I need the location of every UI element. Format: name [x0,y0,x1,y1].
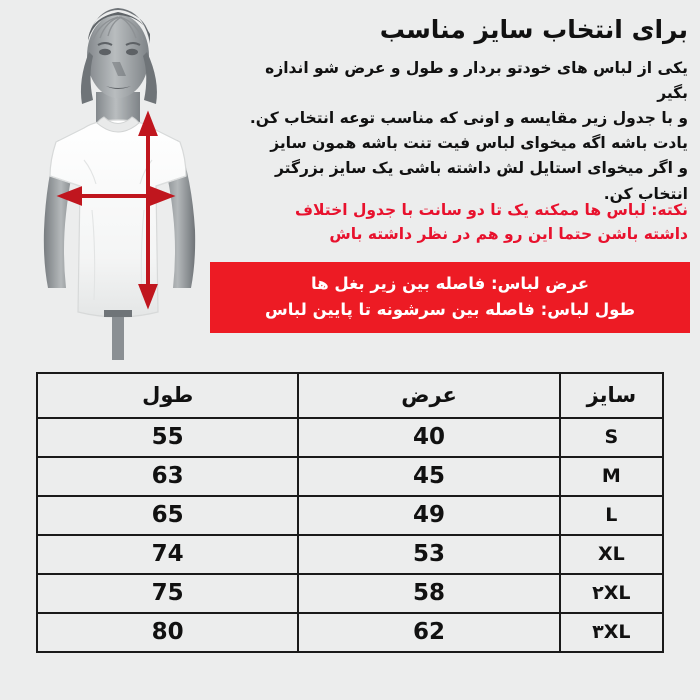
intro-line-2: و با جدول زیر مقایسه و اونی که مناسب توعه انتخاب کن. [249,109,688,128]
cell-length: 55 [37,418,298,457]
cell-size: XL [560,535,663,574]
definition-banner [210,262,690,333]
size-table-head [37,373,663,418]
table-row [37,613,663,652]
cell-length: 65 [37,496,298,535]
table-row [37,535,663,574]
banner-line-width: عرض لباس: فاصله بین زیر بغل ها [311,274,589,293]
cell-length: 75 [37,574,298,613]
intro-line-4: و اگر میخوای استایل لش داشته باشی یک سایز بزرگتر [275,159,688,178]
cell-width: 53 [298,535,559,574]
cell-size: M [560,457,663,496]
cell-length: 74 [37,535,298,574]
table-row [37,574,663,613]
cell-width: 45 [298,457,559,496]
warning-note [240,198,688,246]
intro-line-5: انتخاب کن. [603,184,688,203]
note-line-1: نکته: لباس ها ممکنه یک تا دو سانت با جدول اختلاف [294,201,688,219]
cell-width: 40 [298,418,559,457]
size-table [36,372,664,653]
stand-collar [104,310,132,317]
note-line-2: داشته باشن حتما این رو هم در نظر داشته باش [329,225,688,244]
cell-size: ۳XL [560,613,663,652]
head-shape [87,14,149,98]
size-table-wrapper [36,372,664,653]
header-width: عرض [298,373,559,418]
table-header-row [37,373,663,418]
cell-width: 49 [298,496,559,535]
cell-size: S [560,418,663,457]
cell-length: 80 [37,613,298,652]
intro-paragraph [240,56,688,207]
hair-side-shape [143,52,157,104]
size-table-body [37,418,663,652]
table-row [37,457,663,496]
intro-line-3: یادت باشه اگه میخوای لباس فیت تنت باشه همون سایز [270,134,688,153]
cell-width: 58 [298,574,559,613]
header-length: طول [37,373,298,418]
table-row [37,496,663,535]
page-title: برای انتخاب سایز مناسب [379,15,688,44]
banner-line-length: طول لباس: فاصله بین سرشونه تا پایین لباس [264,299,636,319]
stand-pole [112,312,124,360]
intro-line-1: یکی از لباس های خودتو بردار و طول و عرض شو اندازه بگیر [265,59,688,103]
cell-size: L [560,496,663,535]
tshirt-shape [50,120,186,317]
table-row [37,418,663,457]
header-size: سایز [560,373,663,418]
cell-length: 63 [37,457,298,496]
cell-width: 62 [298,613,559,652]
hair-side-left-shape [81,52,93,104]
cell-size: ۲XL [560,574,663,613]
